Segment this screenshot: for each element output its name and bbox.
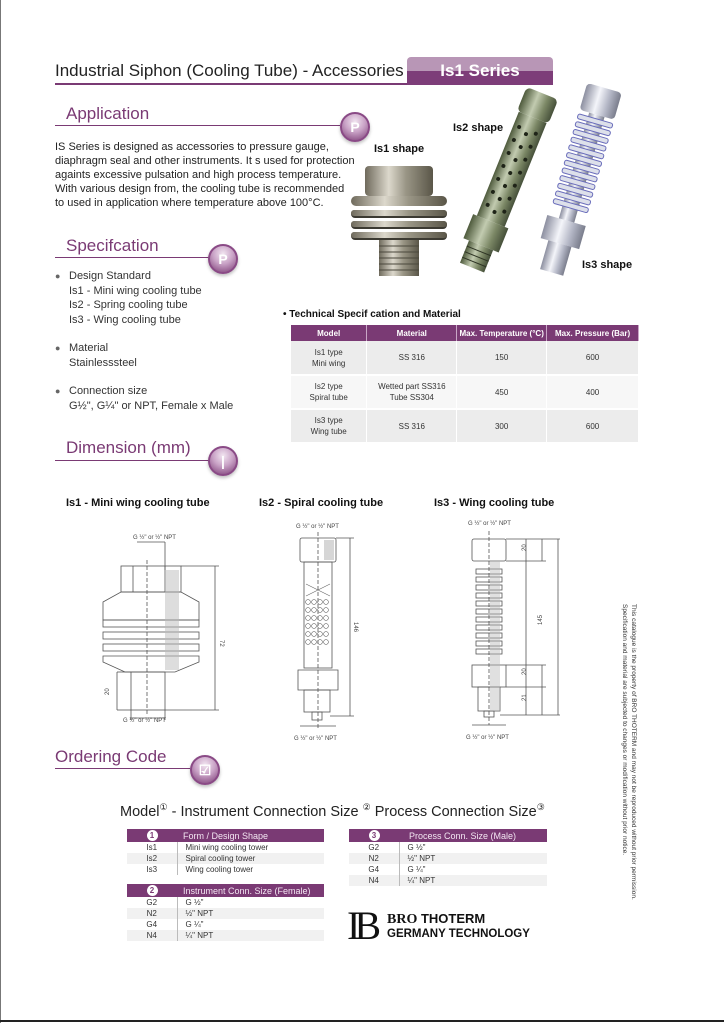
spec-line: Stainlesssteel (69, 356, 137, 369)
is1-dim-20: 20 (105, 688, 111, 695)
series-badge (407, 57, 553, 85)
cell-model (291, 375, 367, 409)
desc-cell: Spiral cooling tower (177, 853, 324, 864)
series-badge-label: Is1 Series (440, 61, 520, 80)
code-cell: G4 (127, 919, 177, 930)
table-row (349, 875, 547, 886)
is3-dim-21: 21 (522, 694, 528, 701)
cell-temp: 450 (457, 375, 547, 409)
is1-top-label: G ½" or ½" NPT (133, 535, 176, 541)
code-cell: N4 (127, 930, 177, 941)
specification-heading: Specifcation (66, 236, 159, 255)
is3-dim-145: 145 (538, 614, 544, 625)
model-line: Is1 type (314, 347, 343, 357)
page-border-bottom (0, 1020, 724, 1022)
table-row (127, 864, 324, 875)
spec-title: Connection size (69, 385, 148, 397)
formula-num-3: ③ (536, 802, 545, 812)
logo-mark-icon: IB (347, 903, 375, 948)
is1-dimension-drawing (95, 530, 235, 725)
model-line: Mini wing (312, 358, 346, 368)
formula-model: Model (120, 803, 160, 820)
cell-model (291, 341, 367, 375)
cell-material: SS 316 (367, 341, 457, 375)
spec-title: Material (69, 342, 109, 354)
code-cell: N4 (349, 875, 399, 886)
is3-shape-label: Is3 shape (582, 259, 633, 271)
table-header: Form / Design Shape (177, 829, 324, 842)
cell-pressure: 600 (547, 409, 639, 443)
desc-cell: Mini wing cooling tower (185, 843, 269, 852)
is2-top-label: G ½" or ½" NPT (296, 524, 339, 530)
spec-title: Design Standard (69, 270, 151, 282)
table-row (127, 919, 324, 930)
table-number (127, 884, 177, 897)
bullet-icon: ● (55, 343, 61, 353)
is3-drawing-title: Is3 - Wing cooling tube (434, 497, 555, 509)
logo-thoterm: THOTERM (417, 910, 486, 926)
table-row (291, 341, 639, 375)
table-number (127, 829, 177, 842)
number-badge: 2 (147, 885, 158, 896)
logo-line-2: GERMANY TECHNOLOGY (387, 927, 530, 940)
checkbox-circle-icon: ☑ (190, 755, 220, 785)
logo-text (387, 912, 530, 941)
is1-drawing-title: Is1 - Mini wing cooling tube (66, 497, 210, 509)
gauge-circle-icon: | (208, 446, 238, 476)
spec-line: G½", G¼" or NPT, Female x Male (69, 399, 234, 412)
code-cell: G2 (349, 842, 399, 853)
spec-group-material (55, 341, 285, 370)
table-row (127, 930, 324, 941)
brothoterm-logo (347, 903, 530, 948)
col-model: Model (291, 325, 367, 341)
specification-rule (55, 257, 210, 258)
cell-pressure: 600 (547, 341, 639, 375)
bullet-icon: ● (55, 386, 61, 396)
disclaimer-line-1: This catalogue is the property of BRO THOTERM and may not be reproduced without prior permission. (630, 604, 637, 900)
table-row (349, 864, 547, 875)
formula-instrument: - Instrument Connection Size (167, 803, 363, 820)
is2-shape-label: Is2 shape (453, 122, 504, 134)
desc-cell: G ¼" (185, 920, 204, 929)
is1-dim-72: 72 (218, 640, 224, 647)
is2-bottom-label: G ½" or ½" NPT (294, 736, 337, 742)
page-border-left (0, 0, 1, 1023)
model-line: Is2 type (314, 382, 343, 391)
col-max-pressure: Max. Pressure (Bar) (547, 325, 639, 341)
is1-product-image (345, 158, 455, 280)
table-row (127, 853, 324, 864)
tech-table-title: • Technical Specif cation and Material (283, 309, 461, 320)
table-header: Process Conn. Size (Male) (399, 829, 547, 842)
logo-bro: BRO (387, 911, 418, 927)
is3-product-image (525, 84, 633, 289)
is2-dimension-drawing (290, 518, 400, 743)
number-badge: 1 (147, 830, 158, 841)
table-row (291, 409, 639, 443)
desc-cell: ¼" NPT (399, 875, 547, 886)
desc-cell: ½" NPT (177, 908, 324, 919)
spec-group-design (55, 269, 285, 327)
model-line: Is3 type (314, 416, 343, 425)
process-conn-table (349, 829, 547, 886)
spec-line: Is2 - Spring cooling tube (69, 299, 188, 311)
code-cell: N2 (127, 908, 177, 919)
code-cell: Is1 (127, 842, 177, 853)
is3-dimension-drawing (462, 515, 572, 745)
code-cell: Is2 (127, 853, 177, 864)
ordering-rule (55, 768, 190, 769)
is3-bottom-label: G ½" or ½" NPT (466, 735, 509, 741)
desc-cell: Wing cooling tower (185, 865, 254, 874)
tech-spec-table (291, 325, 639, 444)
application-heading: Application (66, 104, 150, 123)
p-circle-icon: P (208, 244, 238, 274)
table-row (127, 897, 324, 908)
application-rule (55, 125, 340, 126)
code-cell: G2 (127, 897, 177, 908)
formula-num-1: ① (159, 802, 168, 812)
cell-model (291, 409, 367, 443)
table-row (349, 842, 547, 853)
is2-drawing-title: Is2 - Spiral cooling tube (259, 497, 384, 509)
is1-bottom-label: G ½" or ½" NPT (123, 718, 166, 724)
table-row (291, 375, 639, 409)
p-circle-icon: P (340, 112, 370, 142)
cell-material (367, 375, 457, 409)
ordering-heading: Ordering Code (55, 747, 167, 766)
tech-table-title-text: Technical Specif cation and Material (289, 309, 461, 320)
table-header: Instrument Conn. Size (Female) (177, 884, 324, 897)
is3-dim-20-bottom: 20 (522, 668, 528, 675)
table-row (349, 853, 547, 864)
is2-dim-146: 146 (352, 622, 358, 633)
disclaimer-line-2: Specification and material are subjected to changes or modification without prior notice. (621, 604, 628, 856)
spec-group-connection (55, 384, 285, 413)
code-cell: Is3 (127, 864, 177, 875)
is3-dim-20-top: 20 (522, 544, 528, 551)
form-design-table (127, 829, 324, 875)
instrument-conn-table (127, 884, 324, 941)
vertical-disclaimer (620, 604, 638, 924)
col-material: Material (367, 325, 457, 341)
is3-top-label: G ½" or ½" NPT (468, 521, 511, 527)
table-row (127, 908, 324, 919)
material-line: Wetted part SS316 (378, 382, 446, 391)
desc-cell: G ½" (407, 843, 426, 852)
material-line: Tube SS304 (389, 393, 434, 402)
bullet-icon: ● (55, 271, 61, 281)
formula-num-2: ② (362, 802, 371, 812)
cell-pressure: 400 (547, 375, 639, 409)
dimension-rule (55, 460, 210, 461)
code-cell: G4 (349, 864, 399, 875)
desc-cell: G ¼" (407, 865, 426, 874)
table-row (127, 842, 324, 853)
cell-material: SS 316 (367, 409, 457, 443)
ordering-formula (120, 802, 545, 820)
specification-list (55, 269, 285, 427)
code-cell: N2 (349, 853, 399, 864)
model-line: Spiral tube (309, 393, 348, 402)
page-title: Industrial Siphon (Cooling Tube) - Accessories (55, 61, 404, 80)
desc-cell: G ½" (185, 898, 204, 907)
table-number (349, 829, 399, 842)
desc-cell: ¼" NPT (177, 930, 324, 941)
desc-cell: ½" NPT (399, 853, 547, 864)
spec-line: Is1 - Mini wing cooling tube (69, 284, 202, 297)
dimension-heading: Dimension (mm) (66, 438, 191, 457)
application-text: IS Series is designed as accessories to pressure gauge, diaphragm seal and other instruments. It s used for protection againts excessive pulsation and high process temperature. With various design from, the cooling tube is recommended to used in application where temperature above 100°C. (55, 141, 355, 209)
model-line: Wing tube (310, 427, 347, 436)
cell-temp: 300 (457, 409, 547, 443)
number-badge: 3 (369, 830, 380, 841)
cell-temp: 150 (457, 341, 547, 375)
formula-process: Process Connection Size (370, 803, 537, 820)
spec-line: Is3 - Wing cooling tube (69, 313, 181, 326)
logo-line-1 (387, 912, 530, 927)
col-max-temp: Max. Temperature (°C) (457, 325, 547, 341)
is1-shape-label: Is1 shape (374, 143, 425, 155)
